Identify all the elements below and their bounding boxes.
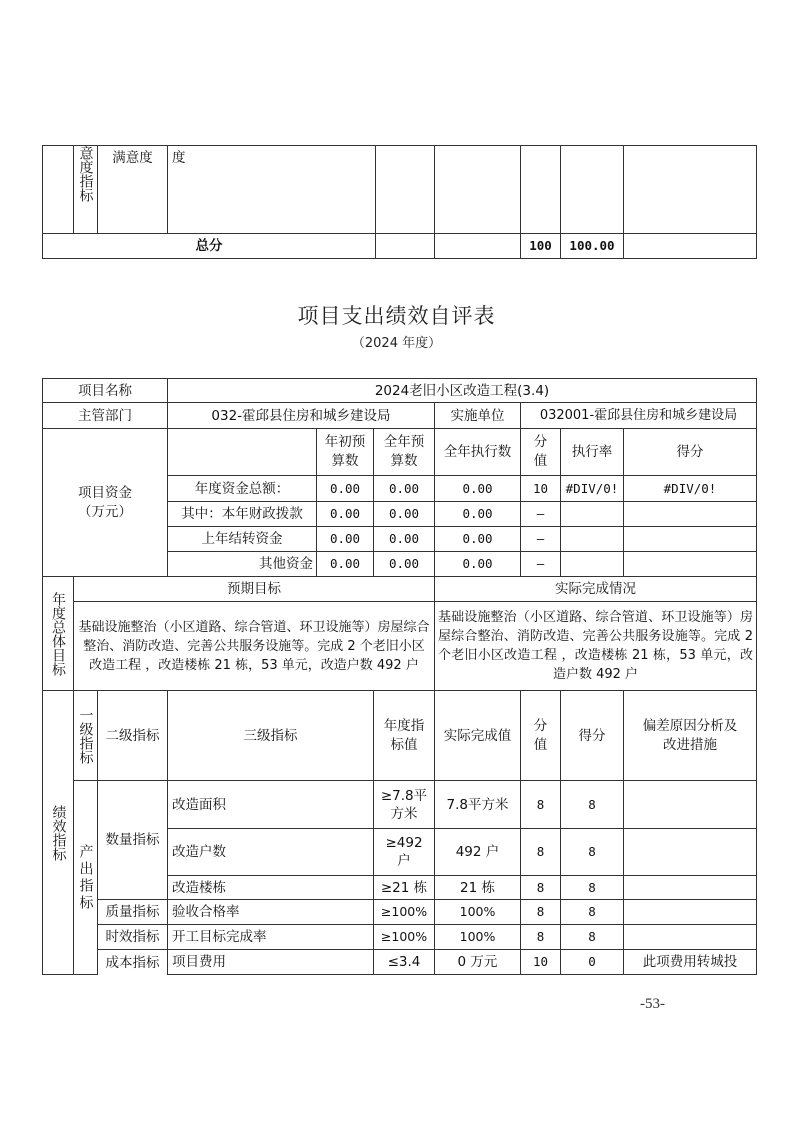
page-number: -53-	[640, 996, 665, 1012]
impl-label: 实施单位	[434, 402, 521, 429]
funds-row-initial: 0.00	[316, 475, 374, 502]
ind-row-score: 8	[560, 924, 624, 950]
ind-row-actual: 21 栋	[434, 875, 521, 900]
ind-header-actual: 实际完成值	[434, 690, 521, 781]
top-actual-cell	[434, 145, 521, 234]
funds-row-score	[623, 526, 757, 552]
goals-expected-text: 基础设施整治（小区道路、综合管道、环卫设施等）房屋综合整治、消防改造、完善公共服务设施等。完成 2 个老旧小区改造工程 ，改造楼栋 21 栋，53 单元，改造户数 492 户	[78, 619, 430, 673]
ind-header-deviation: 偏差原因分析及改进措施	[623, 690, 757, 781]
ind-row-level3: 改造面积	[167, 780, 374, 829]
funds-row-annual: 0.00	[373, 551, 435, 577]
funds-row-annual: 0.00	[373, 526, 435, 552]
funds-row-score	[623, 501, 757, 527]
funds-row-points: —	[520, 551, 561, 577]
funds-header-score: 得分	[623, 428, 757, 476]
funds-row-name: 其中：本年财政拨款	[167, 501, 317, 527]
ind-row-actual: 0 万元	[434, 949, 521, 975]
funds-row-annual: 0.00	[373, 475, 435, 502]
goals-side-cell	[42, 576, 74, 691]
satisfaction-level3-cell	[167, 145, 376, 234]
top-target-cell	[375, 145, 435, 234]
ind-group-quantity: 数量指标	[97, 780, 168, 900]
total-label: 总分	[195, 238, 223, 254]
ind-group-quality: 质量指标	[97, 899, 168, 925]
goals-actual-cell	[434, 601, 757, 691]
ind-row-points: 8	[520, 828, 561, 876]
ind-header-level1-cell	[73, 690, 98, 781]
ind-row-points: 8	[520, 780, 561, 829]
ind-row-target: ≥100%	[373, 924, 435, 950]
page-subtitle: （2024 年度）	[351, 336, 442, 351]
page-title: 项目支出绩效自评表	[297, 304, 496, 328]
ind-header-target: 年度指标值	[373, 690, 435, 781]
ind-row-actual: 7.8平方米	[434, 780, 521, 829]
ind-header-points: 分值	[520, 690, 561, 781]
dept-label: 主管部门	[42, 402, 168, 429]
funds-header-annual: 全年预算数	[373, 428, 435, 476]
dept-value: 032-霍邱县住房和城乡建设局	[167, 402, 435, 429]
funds-header-empty	[167, 428, 317, 476]
funds-label-line1: 项目资金	[78, 484, 132, 501]
total-label-cell	[42, 233, 376, 259]
total-deviation-cell	[623, 233, 757, 259]
ind-row-level3: 项目费用	[167, 949, 374, 975]
indicators-side-cell	[42, 690, 74, 975]
ind-row-points: 8	[520, 924, 561, 950]
goals-expected-cell	[73, 601, 435, 691]
ind-row-target: ≥100%	[373, 899, 435, 925]
ind-group-cost: 成本指标	[97, 949, 168, 975]
satisfaction-level3-label: 度	[172, 150, 186, 166]
funds-row-points: —	[520, 501, 561, 527]
ind-row-points: 8	[520, 899, 561, 925]
ind-header-level1: 一级指标	[77, 707, 94, 764]
ind-row-deviation	[623, 780, 757, 829]
funds-row-name: 年度资金总额：	[167, 475, 317, 502]
ind-row-score: 8	[560, 780, 624, 829]
funds-header-initial: 年初预算数	[316, 428, 374, 476]
total-empty-cell	[375, 233, 435, 259]
funds-row-rate	[560, 526, 624, 552]
ind-row-deviation	[623, 828, 757, 876]
ind-row-actual: 100%	[434, 899, 521, 925]
funds-row-score: #DIV/0!	[623, 475, 757, 502]
total-empty-cell-2	[434, 233, 521, 259]
funds-row-rate	[560, 551, 624, 577]
funds-row-initial: 0.00	[316, 551, 374, 577]
ind-row-target: ≤3.4	[373, 949, 435, 975]
ind-row-score: 8	[560, 875, 624, 900]
ind-row-target: ≥7.8平方米	[373, 780, 435, 829]
ind-row-target: ≥21 栋	[373, 875, 435, 900]
top-deviation-cell	[623, 145, 757, 234]
ind-row-score: 8	[560, 899, 624, 925]
funds-row-initial: 0.00	[316, 526, 374, 552]
goals-expected-header: 预期目标	[73, 576, 435, 602]
funds-label-cell	[42, 428, 168, 577]
funds-row-rate: #DIV/0!	[560, 475, 624, 502]
funds-row-initial: 0.00	[316, 501, 374, 527]
funds-row-executed: 0.00	[434, 475, 521, 502]
satisfaction-level1-cell	[73, 145, 98, 234]
ind-group-timeliness: 时效指标	[97, 924, 168, 950]
project-name-value: 2024老旧小区改造工程(3.4)	[167, 378, 757, 403]
project-name-label: 项目名称	[42, 378, 168, 403]
ind-row-deviation	[623, 899, 757, 925]
impl-value: 032001-霍邱县住房和城乡建设局	[520, 402, 757, 429]
funds-header-executed: 全年执行数	[434, 428, 521, 476]
funds-row-rate	[560, 501, 624, 527]
ind-row-score: 8	[560, 828, 624, 876]
total-points: 100	[520, 233, 561, 259]
funds-label-line2: （万元）	[78, 503, 132, 520]
funds-row-executed: 0.00	[434, 551, 521, 577]
ind-row-deviation: 此项费用转城投	[623, 949, 757, 975]
ind-header-level3: 三级指标	[167, 690, 374, 781]
funds-row-score	[623, 551, 757, 577]
ind-row-actual: 100%	[434, 924, 521, 950]
ind-level1-output: 产出指标	[77, 843, 94, 912]
top-points-cell	[520, 145, 561, 234]
ind-header-level2: 二级指标	[97, 690, 168, 781]
funds-header-rate: 执行率	[560, 428, 624, 476]
total-score: 100.00	[560, 233, 624, 259]
funds-row-name: 上年结转资金	[167, 526, 317, 552]
satisfaction-level1-label: 意度指标	[77, 146, 94, 202]
ind-level1-output-cell	[73, 780, 98, 975]
ind-row-level3: 改造户数	[167, 828, 374, 876]
top-score-cell	[560, 145, 624, 234]
satisfaction-level2-label: 满意度	[112, 150, 153, 166]
satisfaction-level2-cell	[97, 145, 168, 234]
funds-row-executed: 0.00	[434, 501, 521, 527]
ind-row-level3: 改造楼栋	[167, 875, 374, 900]
ind-row-deviation	[623, 924, 757, 950]
funds-row-points: 10	[520, 475, 561, 502]
goals-actual-text: 基础设施整治（小区道路、综合管道、环卫设施等）房屋综合整治、消防改造、完善公共服务设施等。完成 2 个老旧小区改造工程 ，改造楼栋 21 栋，53 单元，改造户数 492 户	[438, 610, 753, 682]
ind-row-level3: 开工目标完成率	[167, 924, 374, 950]
funds-row-annual: 0.00	[373, 501, 435, 527]
funds-row-name: 其他资金	[167, 551, 317, 577]
ind-row-actual: 492 户	[434, 828, 521, 876]
ind-row-deviation	[623, 875, 757, 900]
funds-header-points: 分值	[520, 428, 561, 476]
ind-header-score: 得分	[560, 690, 624, 781]
goals-side-label: 年度总体目标	[50, 591, 66, 676]
indicators-side-label: 绩效指标	[50, 804, 67, 861]
goals-actual-header: 实际完成情况	[434, 576, 757, 602]
funds-row-points: —	[520, 526, 561, 552]
ind-row-points: 8	[520, 875, 561, 900]
funds-row-executed: 0.00	[434, 526, 521, 552]
ind-row-score: 0	[560, 949, 624, 975]
ind-row-level3: 验收合格率	[167, 899, 374, 925]
ind-row-target: ≥492户	[373, 828, 435, 876]
top-empty-cell	[42, 145, 74, 234]
ind-row-points: 10	[520, 949, 561, 975]
